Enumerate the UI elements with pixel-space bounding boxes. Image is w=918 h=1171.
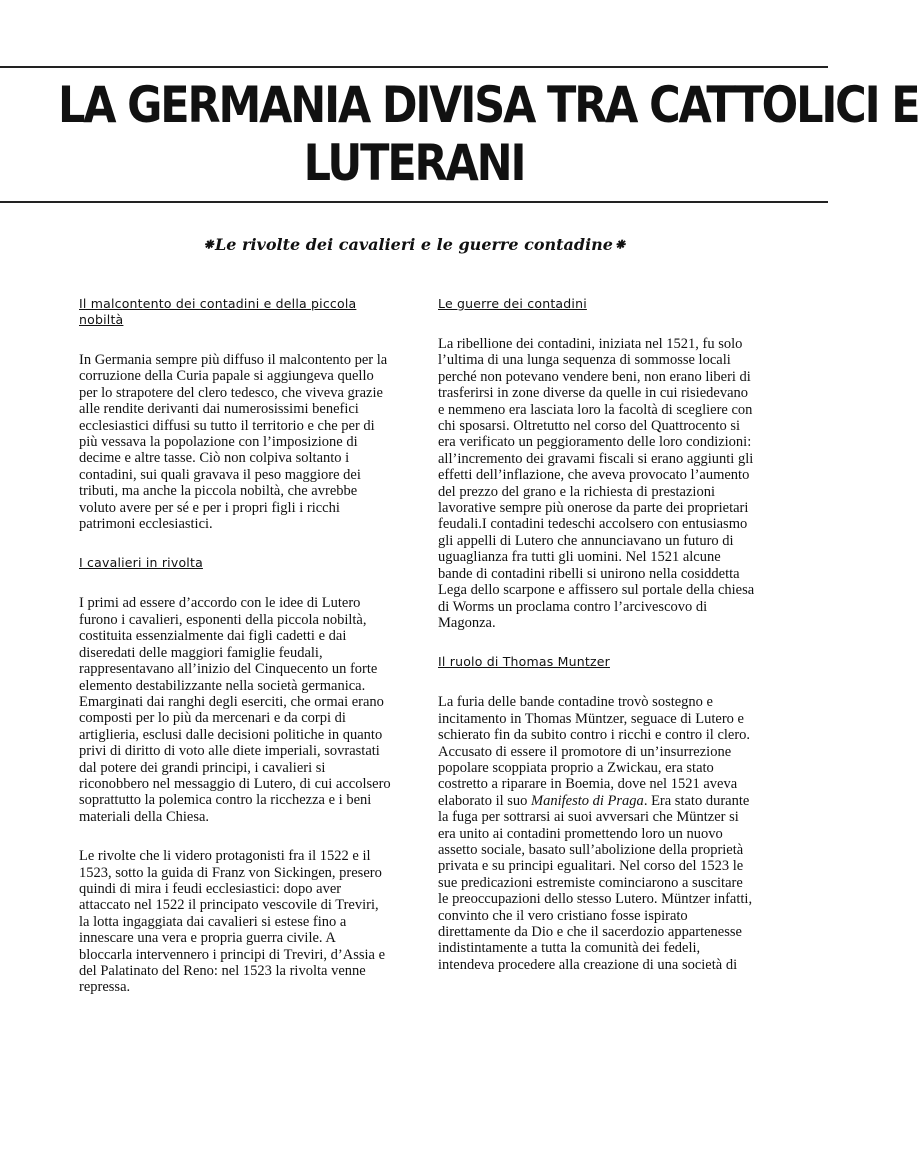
subtitle-ornament-right: ⁕	[612, 235, 627, 254]
top-divider	[0, 66, 828, 68]
paragraph-guerre-contadini: La ribellione dei contadini, iniziata nel 1521, fu solo l’ultima di una lunga sequenza di sommosse locali perché non potevano vendere beni, non erano liberi di trasferirsi in zone diverse da quelle in cui risiedevano e nemmeno era lasciata loro la facoltà di scegliere con chi sposarsi. Oltretutto nel corso del Quattrocento si era verificato un peggioramento delle loro condizioni: all’incremento dei gravami fiscali si erano aggiunti gli effetti dell’inflazione, che aveva provocato l’aumento del prezzo del grano e la richiesta di prestazioni lavorative sempre più onerose da parte dei proprietari feudali.I contadini tedeschi accolsero con entusiasmo gli appelli di Lutero che annunciavano un futuro di uguaglianza fra tutti gli uomini. Nel 1521 alcune bande di contadini ribelli si unirono nella cosiddetta Lega dello scarpone e affissero sul portale della chiesa di Worms un proclama contro l’arcivescovo di Magonza.	[438, 336, 755, 631]
page-title-line-2: LUTERANI	[303, 134, 525, 192]
bottom-divider	[0, 201, 828, 203]
paragraph-cavalieri-2: Le rivolte che li videro protagonisti fra il 1522 e il 1523, sotto la guida di Franz von Sickingen, presero quindi di mira i feudi ecclesiastici: dopo aver attaccato nel 1522 il principato vescovile di Treviri, la lotta ingaggiata dai cavalieri si estese fino a innescare una vera e propria guerra civile. A bloccarla intervennero i principi di Treviri, d’Assia e del Palatinato del Reno: nel 1523 la rivolta venne repressa.	[79, 848, 386, 996]
paragraph-malcontento: In Germania sempre più diffuso il malcontento per la corruzione della Curia papale si aggiungeva quello per lo strapotere del clero tedesco, che viveva grazie alle rendite derivanti dai numerosissimi benefici ecclesiastici diffusi su tutto il territorio e che per di più vessava la popolazione con l’imposizione di decime e altre tasse. Ciò non colpiva soltanto i contadini, sui quali gravava il peso maggiore dei tributi, ma anche la piccola nobiltà, che avrebbe voluto avere per sé e per i propri figli i ricchi patrimoni ecclesiastici.	[79, 352, 388, 533]
paragraph-muntzer-part-2: . Era stato durante la fuga per sottrarsi ai suoi avversari che Müntzer si era unito ai contadini promettendo loro un nuovo assetto sociale, basato sull’abolizione della proprietà privata e su principi egualitari. Nel corso del 1523 le sue predicazioni estremiste cominciarono a suscitare le preoccupazioni dello stesso Lutero. Müntzer infatti, convinto che il vero cristiano fosse ispirato direttamente da Dio e che il sacerdozio appartenesse indistintamente a tutta la comunità dei fedeli, intendeva procedere alla creazione di una società di	[438, 792, 753, 973]
section-heading-cavalieri: I cavalieri in rivolta	[79, 555, 203, 571]
section-heading-malcontento: Il malcontento dei contadini e della piccola nobiltà	[79, 296, 357, 327]
paragraph-muntzer-italic: Manifesto di Praga	[531, 792, 644, 809]
subtitle-text: Le rivolte dei cavalieri e le guerre contadine	[215, 235, 613, 254]
section-heading-muntzer: Il ruolo di Thomas Muntzer	[438, 654, 610, 670]
paragraph-muntzer-part-1: La furia delle bande contadine trovò sostegno e incitamento in Thomas Müntzer, seguace di Lutero e schierato fin da subito contro i ricchi e contro il clero. Accusato di essere il promotore di un’insurrezione popolare scoppiata proprio a Zwickau, era stato costretto a riparare in Boemia, dove nel 1521 aveva elaborato il suo	[438, 694, 751, 809]
right-column	[438, 296, 756, 973]
page-title	[57, 76, 918, 192]
paragraph-muntzer	[438, 694, 756, 973]
page-title-line-1: LA GERMANIA DIVISA TRA CATTOLICI E	[57, 76, 918, 134]
subtitle-ornament-left: ⁕	[201, 235, 216, 254]
section-heading-guerre-contadini: Le guerre dei contadini	[438, 296, 587, 311]
subtitle	[0, 234, 828, 256]
left-column	[79, 296, 391, 996]
paragraph-cavalieri-1: I primi ad essere d’accordo con le idee di Lutero furono i cavalieri, esponenti della piccola nobiltà, costituita essenzialmente dai figli cadetti e dai diseredati delle maggiori famiglie feudali, rappresentavano all’inizio del Cinquecento un forte elemento destabilizzante nella società germanica. Emarginati dai ranghi degli eserciti, che ormai erano composti per lo più da mercenari e da corpi di artiglieria, esclusi dalle decisioni politiche in quanto privi di diritto di voto alle diete imperiali, sovrastati dal potere dei grandi principi, i cavalieri si riconobbero nel messaggio di Lutero, di cui accolsero soprattutto la polemica contro la ricchezza e i beni materiali della Chiesa.	[79, 595, 391, 825]
